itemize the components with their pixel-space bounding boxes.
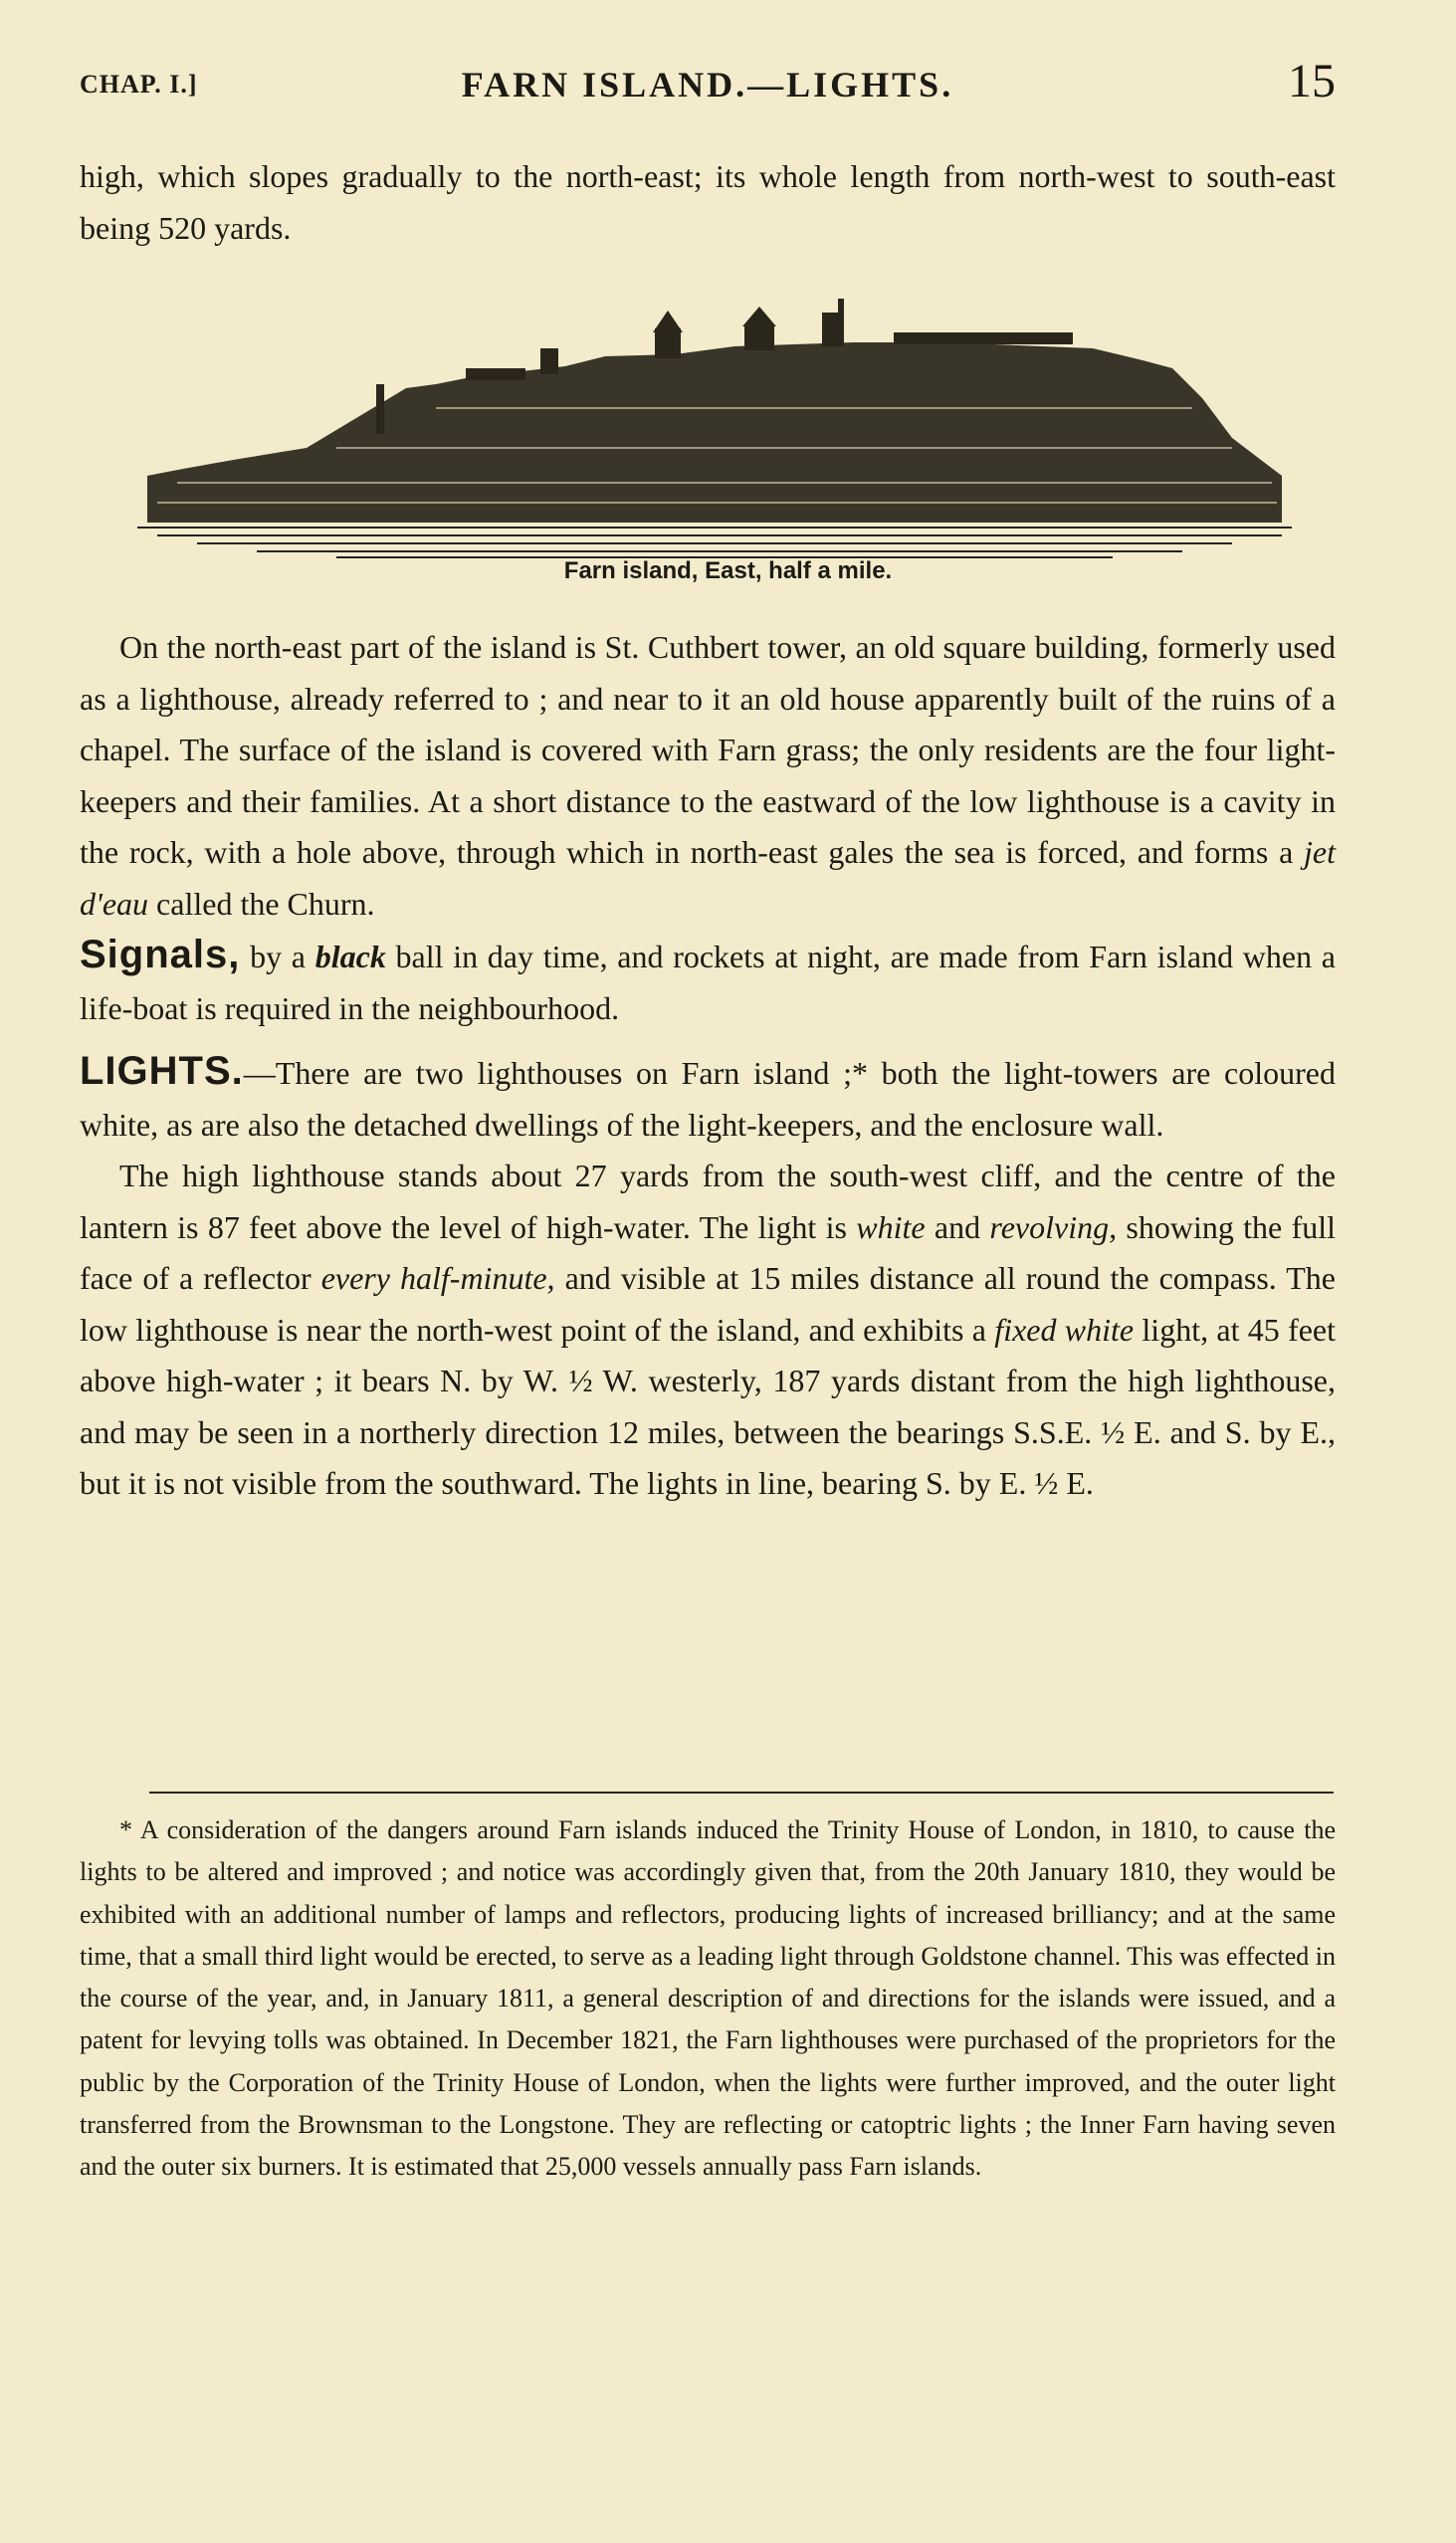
high-t3: showing the full face of a reflector: [80, 1208, 1336, 1296]
intro-text: [80, 151, 1336, 254]
farn-island-engraving: [137, 299, 1292, 562]
paragraph-lights: [80, 1046, 1336, 1151]
footnote-rule: [149, 1792, 1334, 1794]
high-t4: and visible at 15 miles distance all round the compass. The low lighthouse is near the north-west point of the island, and exhibits a: [80, 1260, 1337, 1348]
high-i2: revolving,: [989, 1208, 1118, 1245]
high-t2: and: [925, 1208, 990, 1245]
high-t5: light, at 45 feet above high-water ; it bears N. by W. ½ W. westerly, 187 yards distant from the high lighthouse, and may be seen in a northerly direction 12 miles, between the bearings S.S.E. ½ E. and S. by E., but it is not visible from the southward. The lights in line, bearing S. by E. ½ E.: [80, 1311, 1337, 1501]
footnote-text: * A consideration of the dangers around Farn islands induced the Trinity House of London, in 1810, to cause the lights to be altered and improved ; and notice was accordingly given that, from the 20th January 1810, they would be exhibited with an additional number of lamps and reflectors, producing lights of increased brilliancy; and at the same time, that a small third light would be erected, to serve as a leading light through Goldstone channel. This was effected in the course of the year, and, in January 1811, a general description of and directions for the islands were issued, and a patent for levying tolls was obtained. In December 1821, the Farn lighthouses were purchased of the proprietors for the public by the Corporation of the Trinity House of London, when the lights were further improved, and the outer light transferred from the Brownsman to the Longstone. They are reflecting or catoptric lights ; the Inner Farn having seven and the outer six burners. It is estimated that 25,000 vessels annually pass Farn islands.: [80, 1815, 1336, 2182]
signals-text-a: by a: [240, 939, 315, 974]
high-i1: white: [856, 1208, 926, 1245]
main-text: [80, 622, 1336, 1510]
p1-text-a: On the north-east part of the island is St. Cuthbert tower, an old square building, formerly used as a lighthouse, already referred to ; and near to it an old house apparently built of the ruins of a chapel. The surface of the island is covered with Farn grass; the only residents are the four light-keepers and their families. At a short distance to the eastward of the low lighthouse is a cavity in the rock, with a hole above, through which in north-east gales the sea is forced, and forms a: [80, 629, 1336, 870]
p1-italic: jet d'eau: [80, 834, 1336, 922]
lights-text: —There are two lighthouses on Farn island ;* both the light-towers are coloured white, as are also the detached dwellings of the light-keepers, and the enclosure wall.: [80, 1055, 1336, 1143]
signals-italic: black: [314, 939, 386, 974]
running-header: [80, 55, 1336, 117]
signals-heading: Signals,: [80, 933, 241, 976]
paragraph-signals: [80, 930, 1336, 1034]
page-title: FARN ISLAND.—LIGHTS.: [461, 65, 954, 105]
figure-caption: Farn island, East, half a mile.: [563, 557, 893, 584]
paragraph-st-cuthbert: [80, 622, 1336, 930]
intro-paragraph: high, which slopes gradually to the north-east; its whole length from north-west to south-east being 520 yards.: [80, 158, 1336, 246]
page-number: 15: [1288, 55, 1336, 107]
high-i3: every half-minute,: [320, 1260, 555, 1296]
paragraph-high-lighthouse: [80, 1151, 1336, 1510]
signals-text-b: ball in day time, and rockets at night, are made from Farn island when a life-boat is required in the neighbourhood.: [80, 939, 1337, 1026]
high-t1: The high lighthouse stands about 27 yards from the south-west cliff, and the centre of the lantern is 87 feet above the level of high-water. The light is: [80, 1158, 1336, 1245]
p1-text-b: called the Churn.: [148, 885, 375, 922]
footnote: [80, 1809, 1336, 2189]
lights-heading: LIGHTS.: [80, 1049, 244, 1093]
high-i4: fixed white: [994, 1311, 1135, 1348]
chapter-label: CHAP. I.]: [80, 70, 198, 99]
